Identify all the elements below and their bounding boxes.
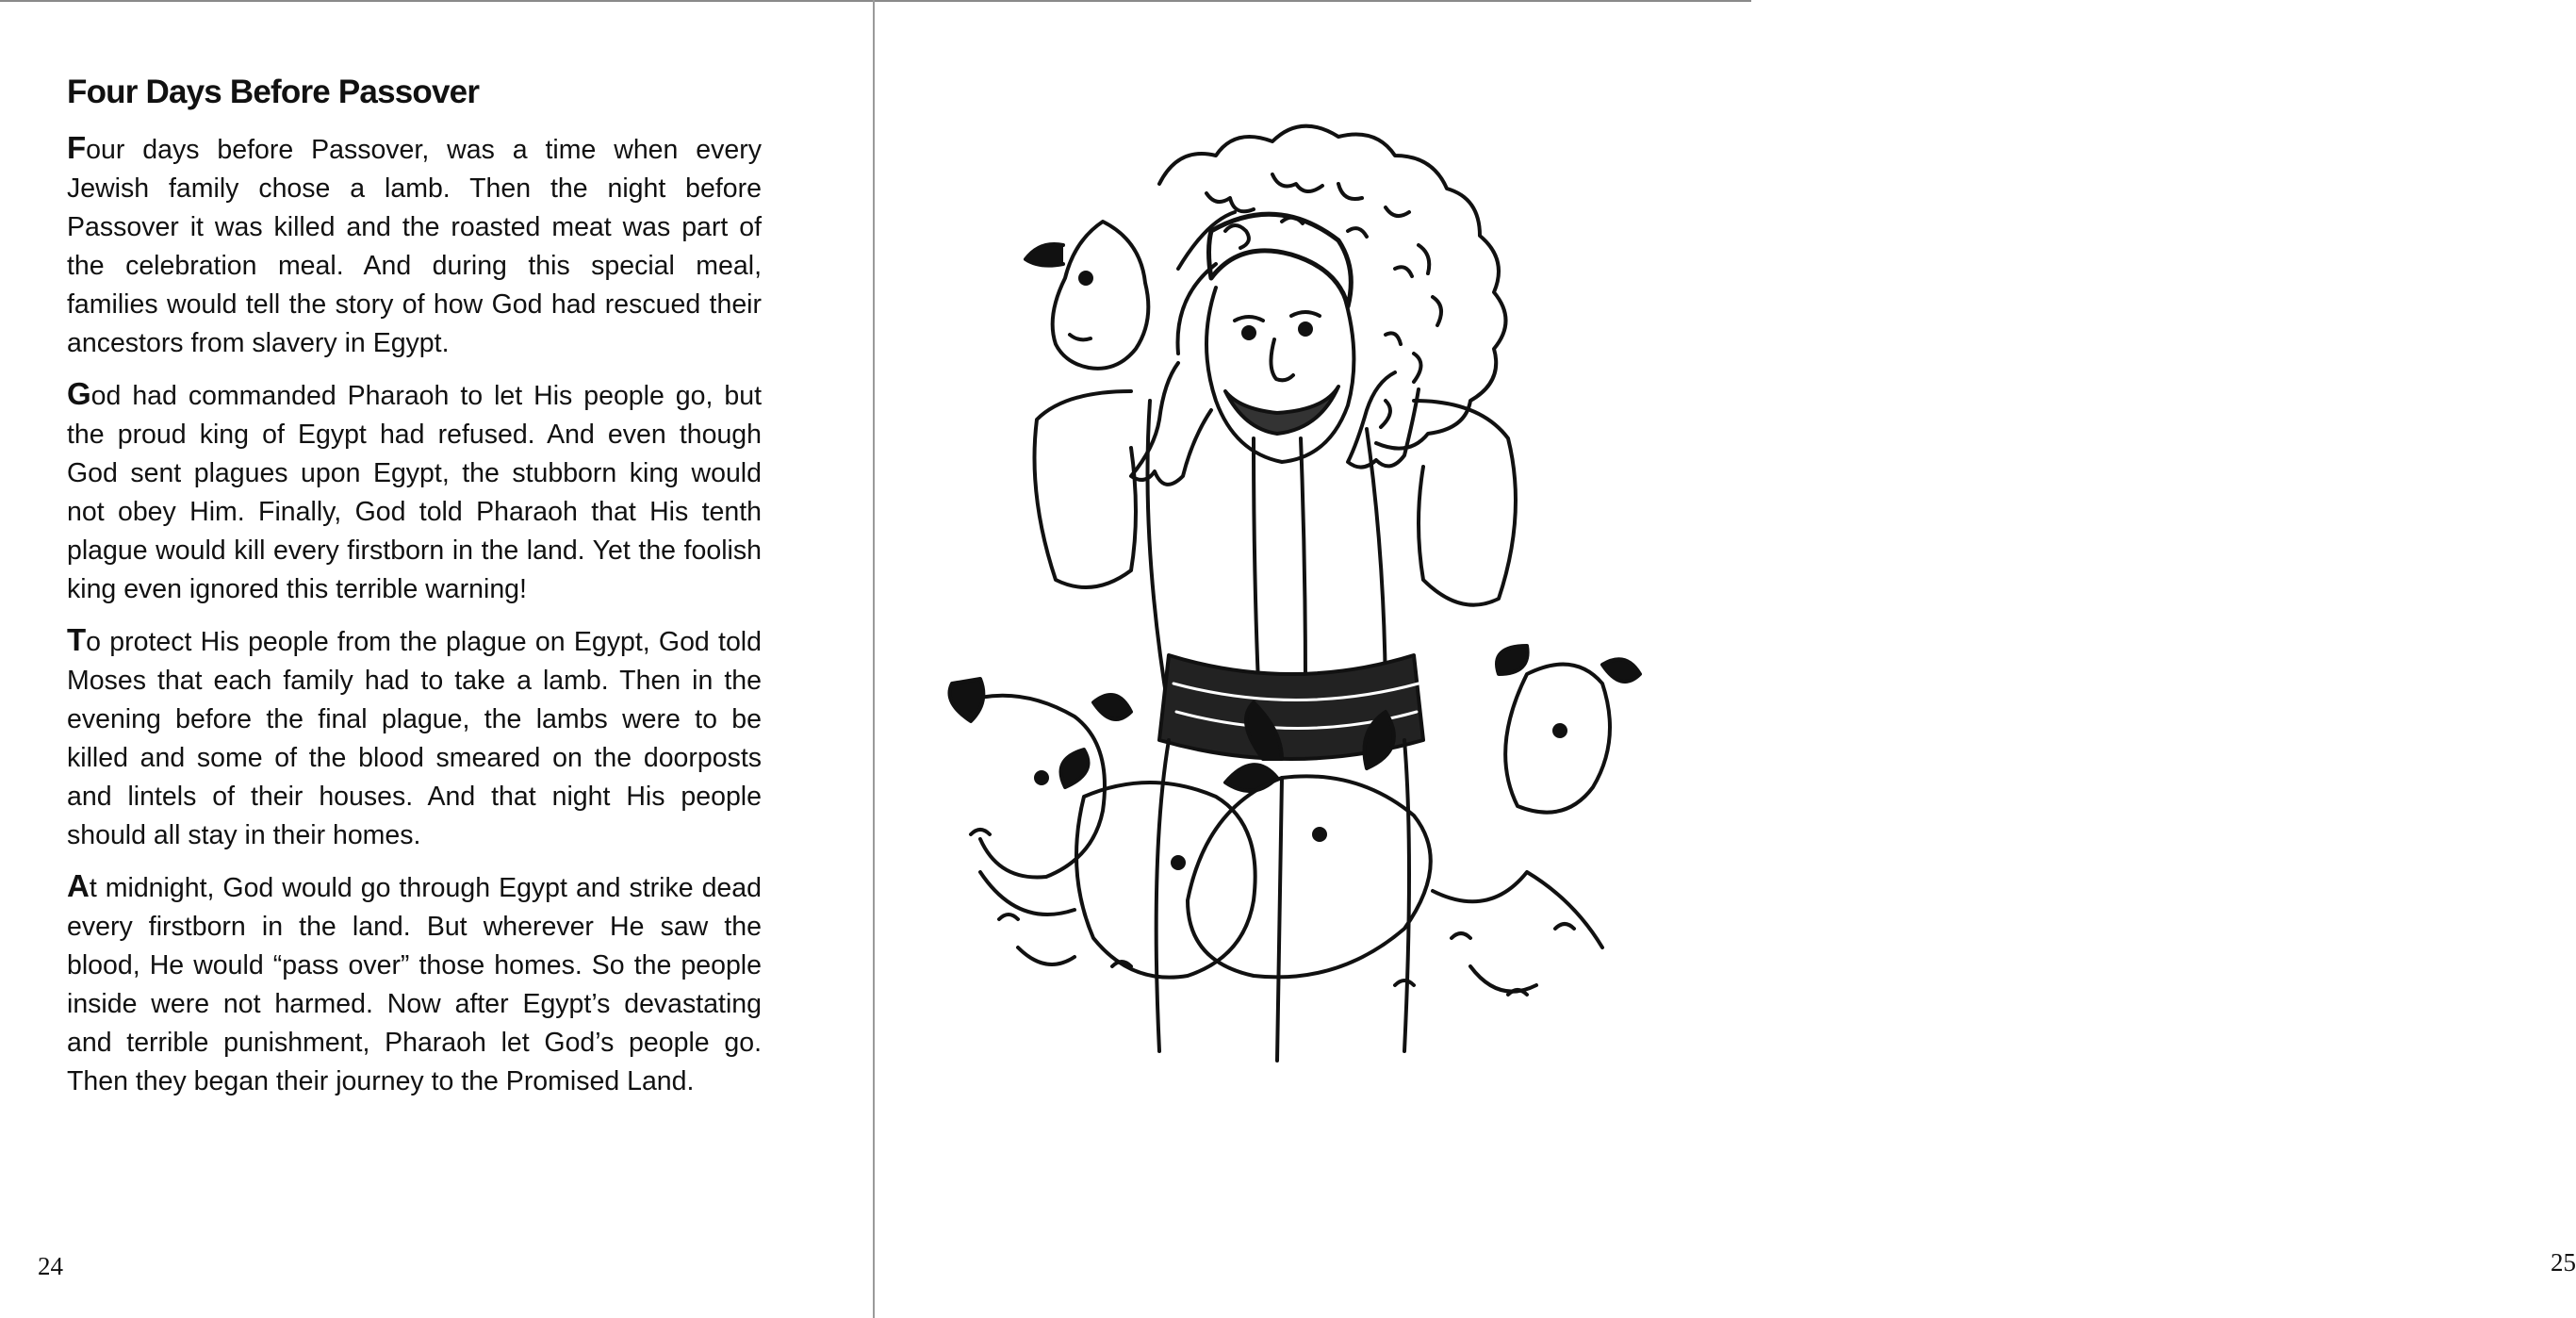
drop-initial: A [67, 868, 90, 903]
page-title: Four Days Before Passover [67, 74, 480, 110]
left-page [0, 0, 873, 1318]
paragraph-1 [67, 128, 762, 363]
lamb-head [1025, 222, 1148, 369]
paragraph-text: o protect His people from the plague on Egypt, God told Moses that each family had to take a lamb. Then in the evening before the final plague, the lambs were to be killed and some of the blood smeared on the doorposts and lintels of their houses. And that night His people should all stay in their homes. [67, 627, 762, 850]
shepherd-robe [1035, 391, 1517, 1061]
drop-initial: T [67, 622, 87, 657]
paragraph-3 [67, 620, 762, 855]
drop-initial: G [67, 376, 91, 411]
story-text [67, 128, 762, 1112]
paragraph-2 [67, 374, 762, 609]
paragraph-4 [67, 866, 762, 1101]
page-number-left: 24 [38, 1252, 63, 1280]
paragraph-text: t midnight, God would go through Egypt and strike dead every firstborn in the land. But wherever He saw the blood, He would “pass over” those homes. So the people inside were not harmed. Now after Egypt’s devastating and terrible punishment, Pharaoh let God’s people go. Then they began their journey to the Promised Land. [67, 873, 762, 1096]
paragraph-text: od had commanded Pharaoh to let His people go, but the proud king of Egypt had refused. And even though God sent plagues upon Egypt, the stubborn king would not obey Him. Finally, God told Pharaoh that His tenth plague would kill every firstborn in the land. Yet the foolish king even ignored this terrible warning! [67, 381, 762, 604]
shepherd-carrying-lamb-illustration [943, 118, 1725, 1155]
paragraph-text: our days before Passover, was a time when every Jewish family chose a lamb. Then the night before Passover it was killed and the roasted meat was part of the celebration meal. And during this special meal, families would tell the story of how God had rescued their ancestors from slavery in Egypt. [67, 135, 762, 358]
drop-initial: F [67, 130, 87, 165]
page-number-right: 25 [2551, 1248, 2576, 1277]
